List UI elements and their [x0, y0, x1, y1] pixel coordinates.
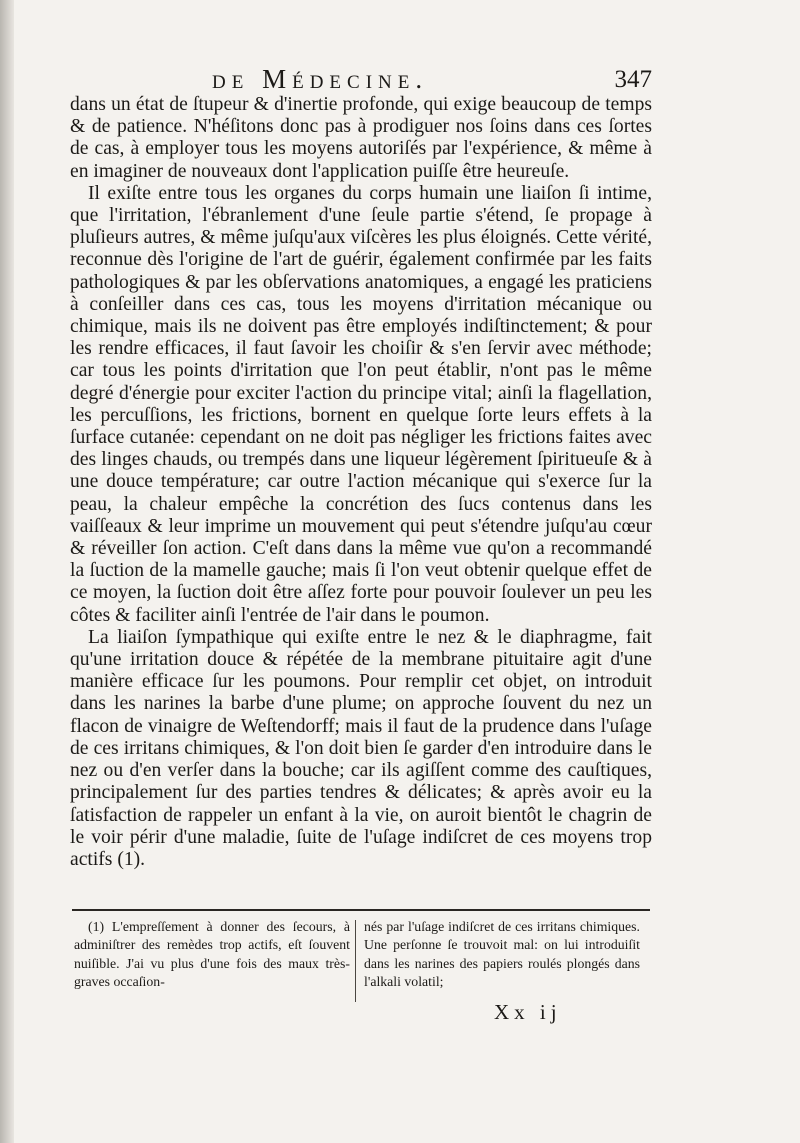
paragraph-continued: dans un état de ſtupeur & d'inertie profonde, qui exige beaucoup de temps & de patience. N'héſitons donc pas à prodiguer nos ſoins dans ces ſortes de cas, à employer tous les moyens autoriſés par l'expérience, & même à en imaginer de nouveaux dont l'application puiſſe être heureuſe.: [70, 94, 652, 182]
footnote-right-column: nés par l'uſage indiſcret de ces irritans chimiques. Une perſonne ſe trouvoit mal: on lui introduiſit dans les narines des papiers roulés plongés dans l'alkali volatil;: [364, 919, 640, 990]
paragraph-irritation: Il exiſte entre tous les organes du corps humain une liaiſon ſi intime, que l'irritation, l'ébranlement d'une ſeule partie s'étend, ſe propage à pluſieurs autres, & même juſqu'aux viſcères les plus éloignés. Cette vérité, reconnue dès l'origine de l'art de guérir, également confirmée par les faits pathologiques & par les obſervations anatomiques, a engagé les praticiens à conſeiller dans ces cas, tous les moyens d'irritation mécanique ou chimique, mais ils ne doivent pas être employés indiſtinctement; & pour les rendre efficaces, il faut ſavoir les choiſir & s'en ſervir avec méthode; car tous les points d'irritation que l'on peut établir, n'ont pas le même degré d'énergie pour exciter l'action du principe vital; ainſi la flagellation, les percuſſions, les frictions, bornent en quelque ſorte leurs effets à la ſurface cutanée: cependant on ne doit pas négliger les frictions faites avec des linges chauds, ou trempés dans une liqueur légèrement ſpiritueuſe & à une douce température; car outre l'action mécanique qui s'exerce ſur la peau, la chaleur empêche la concrétion des ſucs contenus dans les vaiſſeaux & leur imprime un mouvement qui peut s'étendre juſqu'au cœur & réveiller ſon action. C'eſt dans dans la même vue qu'on a recommandé la ſuction de la mamelle gauche; mais ſi l'on veut obtenir quelque effet de ce moyen, la ſuction doit être aſſez forte pour pouvoir ſoulever un peu les côtes & faciliter ainſi l'entrée de l'air dans le poumon.: [70, 182, 652, 626]
footnote-column-divider: [355, 920, 356, 1002]
page-edge-shadow: [0, 0, 14, 1143]
footnote-left-column: (1) L'empreſſement à donner des ſecours, à adminiſtrer des remèdes trop actifs, eſt ſouvent nuiſible. J'ai vu plus d'une fois des maux très-graves occaſion-: [74, 919, 350, 990]
footnote-rule: [72, 909, 650, 911]
page-number: 347: [614, 66, 652, 93]
body-text: [70, 94, 652, 871]
footnotes: [74, 918, 650, 1008]
signature-mark: Xx ij: [494, 1000, 562, 1024]
running-title: de Médecine.: [212, 64, 429, 94]
paragraph-sympathy: La liaiſon ſympathique qui exiſte entre le nez & le diaphragme, fait qu'une irritation douce & répétée de la membrane pituitaire agit d'une manière efficace ſur les poumons. Pour remplir cet objet, on introduit dans les narines la barbe d'une plume; on approche ſouvent du nez un flacon de vinaigre de Weſtendorff; mais il faut de la prudence dans l'uſage de ces irritans chimiques, & l'on doit bien ſe garder d'en introduire dans le nez ou d'en verſer dans la bouche; car ils agiſſent comme des cauſtiques, principalement ſur des parties tendres & délicates; & après avoir eu la ſatisfaction de rappeler un enfant à la vie, on auroit bientôt le chagrin de le voir périr d'une maladie, ſuite de l'uſage indiſcret de ces moyens trop actifs (1).: [70, 626, 652, 870]
